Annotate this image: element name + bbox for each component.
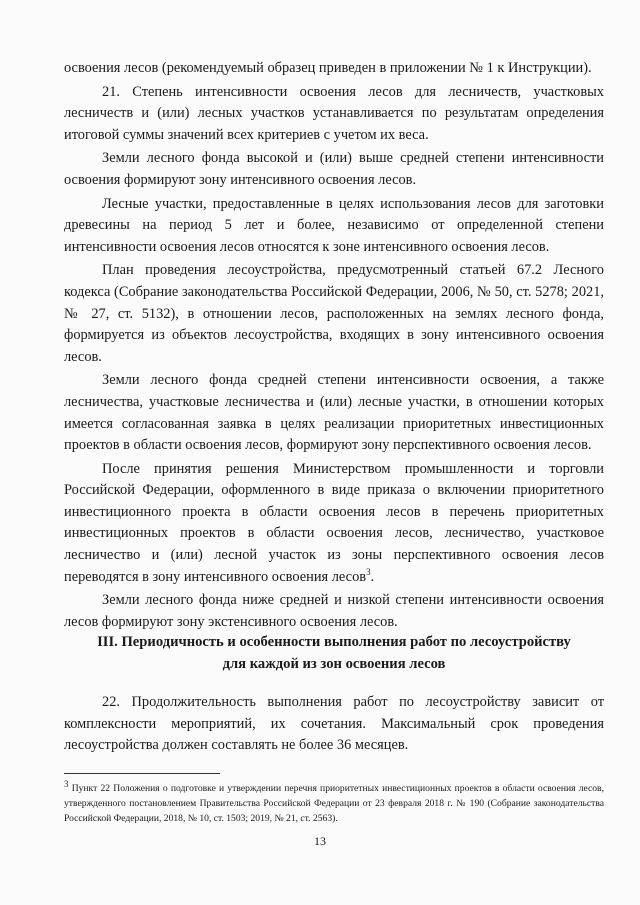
paragraph-prospective-zone: Земли лесного фонда средней степени интенсивности освоения, а также лесничества, участковые лесничества и (или) лесные участки, в отношении которых имеется согласованная заявка в целях реализации приоритетных инвестиционных проектов в области освоения лесов, формируют зону перспективного освоения лесов. bbox=[64, 372, 604, 454]
body-text-top bbox=[64, 58, 604, 633]
paragraph-transfer-text: После принятия решения Министерством промышленности и торговли Российской Федерации, оформленного в виде приказа о включении приоритетного инвестиционного проекта в области освоения лесов в перечень приоритетных инвестиционных проектов в области освоения лесов, лесничество, участковое лесничество и (или) лесной участок из зоны перспективного освоения лесов переводятся в зону интенсивного освоения лесов bbox=[64, 460, 604, 585]
section-heading bbox=[64, 632, 604, 675]
paragraph-continued: освоения лесов (рекомендуемый образец приведен в приложении № 1 к Инструкции). bbox=[64, 60, 592, 76]
footnote-text: Пункт 22 Положения о подготовке и утверждении перечня приоритетных инвестиционных проектов в области освоения лесов, утвержденного постановлением Правительства Российской Федерации от 23 февраля 2018 г. № 190 (Собрание законодательства Российской Федерации, 2018, № 10, ст. 1503; 2019, № 21, ст. 2563). bbox=[64, 783, 604, 824]
footnote-reference[interactable]: 3 bbox=[366, 566, 371, 577]
section-heading-line-2: для каждой из зон освоения лесов bbox=[222, 655, 446, 672]
footnote-number: 3 bbox=[64, 778, 69, 789]
paragraph-22: 22. Продолжительность выполнения работ по лесоустройству зависит от комплексности мероприятий, их сочетания. Максимальный срок проведения лесоустройства должен составлять не более 36 месяцев. bbox=[64, 694, 604, 754]
paragraph-forest-plan: План проведения лесоустройства, предусмотренный статьей 67.2 Лесного кодекса (Собрание законодательства Российской Федерации, 2006, № 50, ст. 5278; 2021, № 27, ст. 5132), в отношении лесов, расположенных на землях лесного фонда, формируется из объектов лесоустройства, входящих в зону интенсивного освоения лесов. bbox=[64, 262, 604, 365]
section-heading-line-1: III. Периодичность и особенности выполнения работ по лесоустройству bbox=[97, 634, 571, 650]
page-number: 13 bbox=[314, 834, 326, 848]
paragraph-21: 21. Степень интенсивности освоения лесов для лесничеств, участковых лесничеств и (или) лесных участков устанавливается по результатам определения итоговой суммы значений всех критериев с учетом их веса. bbox=[64, 83, 604, 143]
paragraph-intensive-zone: Земли лесного фонда высокой и (или) выше средней степени интенсивности освоения формируют зону интенсивного освоения лесов. bbox=[64, 150, 604, 188]
body-text-bottom bbox=[64, 692, 604, 757]
paragraph-transfer bbox=[64, 459, 604, 589]
paragraph-leased-plots: Лесные участки, предоставленные в целях использования лесов для заготовки древесины на период 5 лет и более, независимо от определенной степени интенсивности освоения лесов относятся к зоне интенсивного освоения лесов. bbox=[64, 195, 604, 255]
paragraph-extensive-zone: Земли лесного фонда ниже средней и низкой степени интенсивности освоения лесов формируют зону экстенсивного освоения лесов. bbox=[64, 592, 604, 630]
footnote bbox=[64, 778, 604, 826]
period: . bbox=[370, 568, 375, 585]
footnote-separator bbox=[64, 773, 220, 774]
